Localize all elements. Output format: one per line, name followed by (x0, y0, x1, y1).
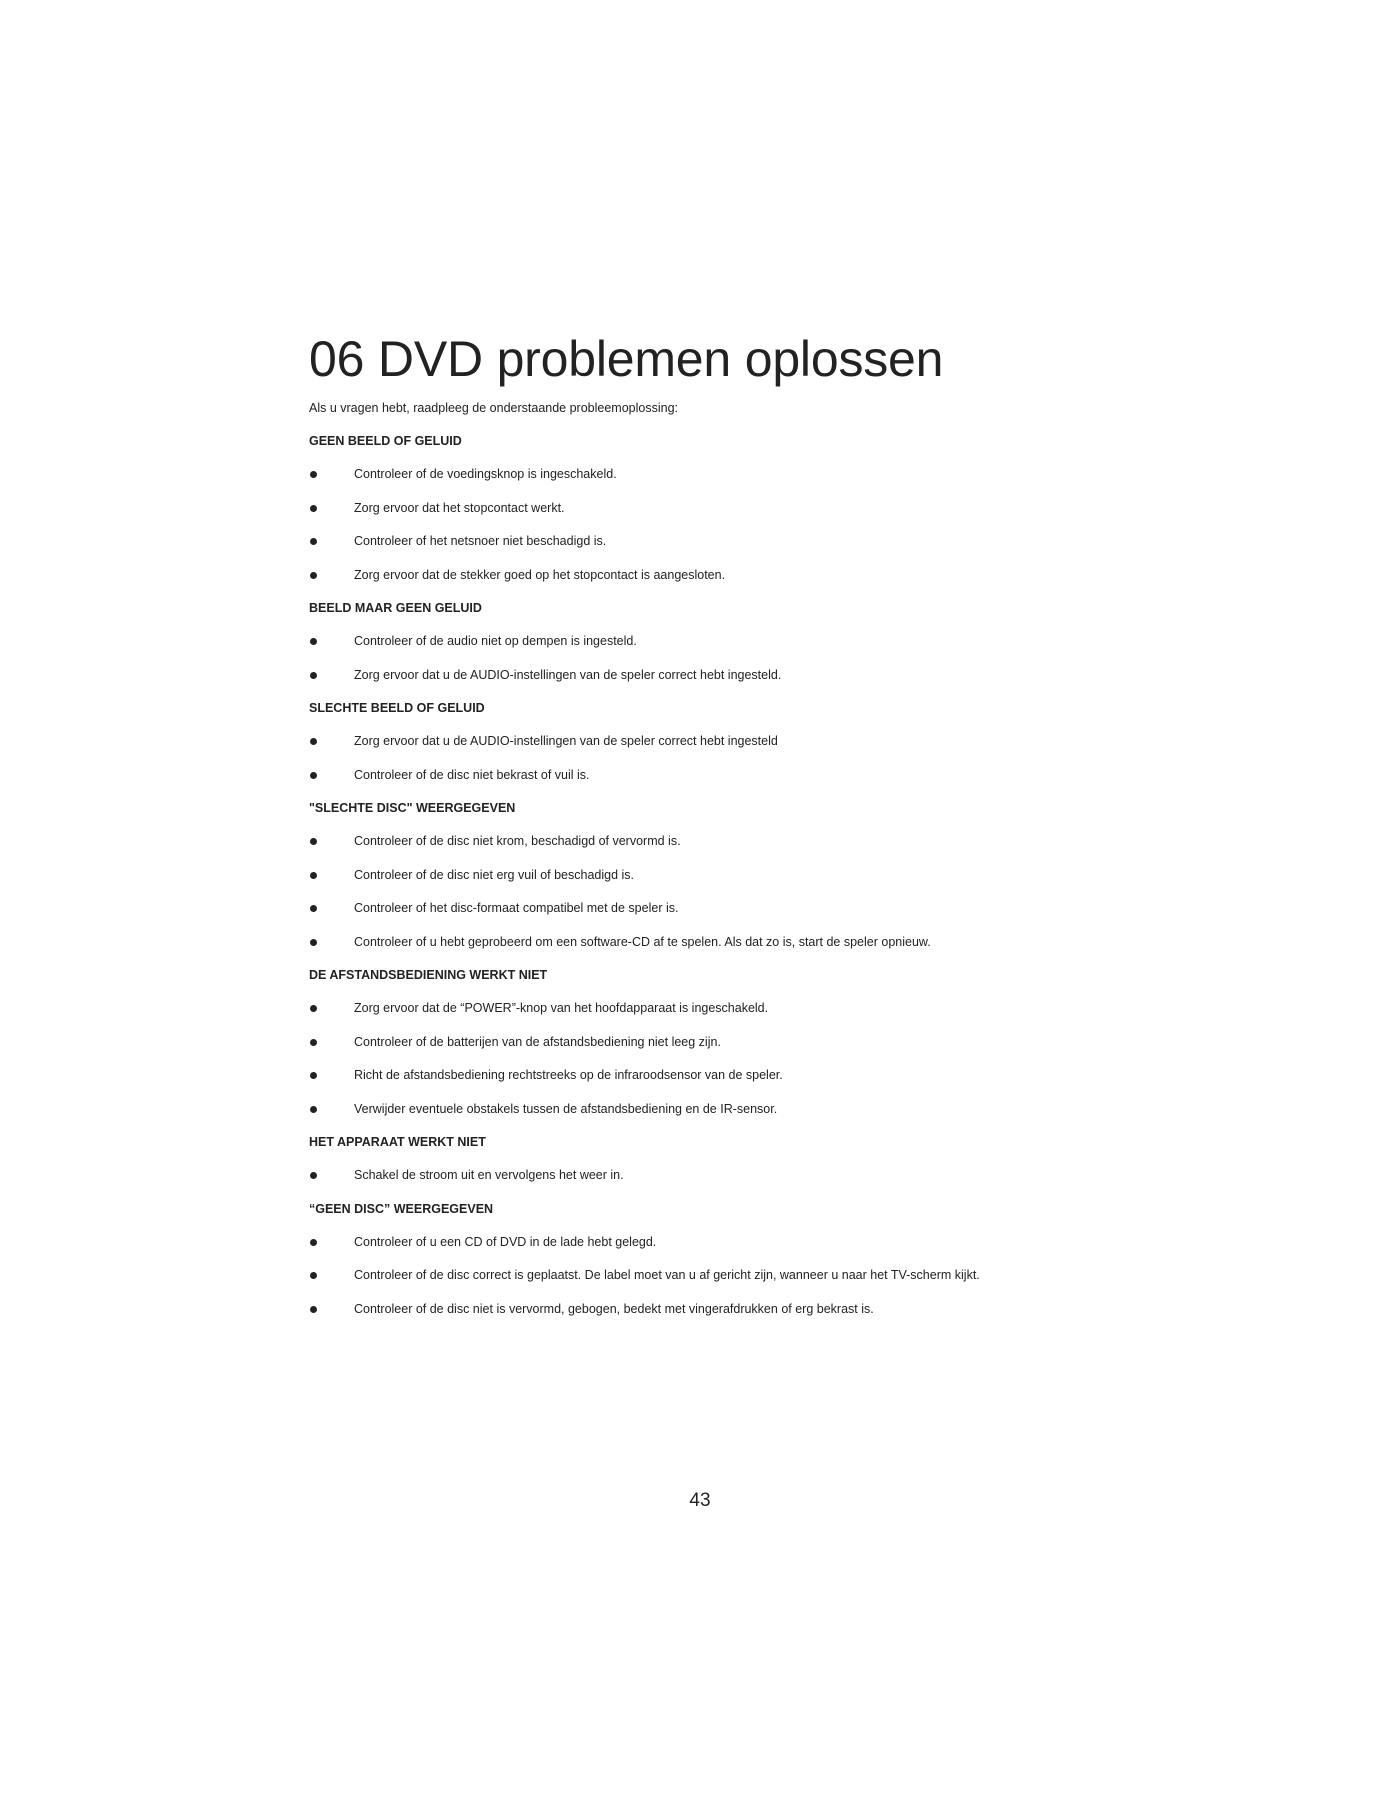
list-item (309, 867, 1309, 884)
bullet-list (309, 833, 1309, 951)
page-title: 06 DVD problemen oplossen (309, 331, 944, 387)
section-heading: “GEEN DISC” WEERGEGEVEN (309, 1201, 494, 1216)
bullet-icon (310, 1272, 317, 1279)
bullet-icon (310, 939, 317, 946)
bullet-list (309, 1000, 1309, 1118)
list-item (309, 533, 1309, 550)
list-item-text: Schakel de stroom uit en vervolgens het weer in. (354, 1168, 624, 1182)
bullet-icon (310, 838, 317, 845)
section-heading: BEELD MAAR GEEN GELUID (309, 601, 482, 615)
bullet-icon (310, 1239, 317, 1246)
list-item (309, 667, 1309, 684)
section-heading: SLECHTE BEELD OF GELUID (309, 701, 485, 715)
bullet-icon (310, 905, 317, 912)
bullet-icon (310, 538, 317, 545)
section-heading: GEEN BEELD OF GELUID (309, 434, 462, 448)
bullet-icon (310, 738, 317, 745)
list-item-text: Controleer of de disc correct is geplaatst. De label moet van u af gericht zijn, wanneer u naar het TV-scherm kijkt. (354, 1268, 980, 1282)
bullet-icon (310, 505, 317, 512)
list-item-text: Controleer of u hebt geprobeerd om een software-CD af te spelen. Als dat zo is, start de speler opnieuw. (354, 934, 931, 949)
list-item-text: Controleer of de disc niet bekrast of vuil is. (354, 767, 590, 782)
list-item-text: Controleer of het disc-formaat compatibel met de speler is. (354, 901, 679, 915)
list-item (309, 1067, 1309, 1084)
page-number: 43 (689, 1490, 711, 1511)
bullet-icon (310, 1306, 317, 1313)
list-item (309, 1301, 1309, 1318)
list-item-text: Controleer of de voedingsknop is ingeschakeld. (354, 467, 617, 481)
bullet-icon (310, 1005, 317, 1012)
list-item-text: Zorg ervoor dat het stopcontact werkt. (354, 500, 565, 515)
section-heading: DE AFSTANDSBEDIENING WERKT NIET (309, 968, 548, 982)
list-item-text: Controleer of de disc niet erg vuil of beschadigd is. (354, 867, 635, 882)
bullet-icon (310, 1106, 317, 1113)
list-item-text: Zorg ervoor dat u de AUDIO-instellingen van de speler correct hebt ingesteld. (354, 667, 782, 682)
list-item-text: Controleer of u een CD of DVD in de lade hebt gelegd. (354, 1234, 657, 1249)
list-item (309, 633, 1309, 650)
bullet-icon (310, 1072, 317, 1079)
bullet-list (309, 633, 1309, 684)
bullet-icon (310, 672, 317, 679)
bullet-list (309, 1234, 1309, 1318)
list-item-text: Zorg ervoor dat u de AUDIO-instellingen van de speler correct hebt ingesteld (354, 734, 778, 748)
list-item-text: Controleer of de audio niet op dempen is ingesteld. (354, 634, 637, 648)
list-item (309, 1267, 1309, 1284)
bullet-list (309, 1167, 1309, 1184)
list-item-text: Controleer of de disc niet krom, beschadigd of vervormd is. (354, 834, 681, 848)
list-item-text: Zorg ervoor dat de stekker goed op het stopcontact is aangesloten. (354, 567, 726, 582)
list-item (309, 466, 1309, 483)
list-item (309, 1101, 1309, 1118)
bullet-list (309, 733, 1309, 784)
list-item-text: Richt de afstandsbediening rechtstreeks op de infraroodsensor van de speler. (354, 1068, 783, 1082)
list-item-text: Controleer of de disc niet is vervormd, gebogen, bedekt met vingerafdrukken of erg bekrast is. (354, 1301, 874, 1316)
list-item (309, 1000, 1309, 1017)
list-item (309, 733, 1309, 750)
bullet-icon (310, 471, 317, 478)
list-item-text: Zorg ervoor dat de “POWER”-knop van het hoofdapparaat is ingeschakeld. (354, 1001, 769, 1015)
bullet-icon (310, 1172, 317, 1179)
bullet-icon (310, 872, 317, 879)
list-item (309, 1034, 1309, 1051)
list-item-text: Verwijder eventuele obstakels tussen de afstandsbediening en de IR-sensor. (354, 1101, 778, 1116)
list-item (309, 1167, 1309, 1184)
section-heading: "SLECHTE DISC" WEERGEGEVEN (309, 801, 516, 815)
intro-text: Als u vragen hebt, raadpleeg de onderstaande probleemoplossing: (309, 401, 679, 415)
bullet-icon (310, 1039, 317, 1046)
bullet-list (309, 466, 1309, 584)
troubleshooting-sections (309, 433, 1309, 1318)
list-item (309, 1234, 1309, 1251)
list-item (309, 567, 1309, 584)
list-item (309, 934, 1309, 951)
list-item-text: Controleer of het netsnoer niet beschadigd is. (354, 534, 607, 548)
list-item (309, 767, 1309, 784)
list-item-text: Controleer of de batterijen van de afstandsbediening niet leeg zijn. (354, 1034, 721, 1049)
bullet-icon (310, 772, 317, 779)
list-item (309, 833, 1309, 850)
page-content (309, 330, 1309, 1334)
section-heading: HET APPARAAT WERKT NIET (309, 1135, 486, 1149)
list-item (309, 900, 1309, 917)
list-item (309, 500, 1309, 517)
bullet-icon (310, 572, 317, 579)
bullet-icon (310, 638, 317, 645)
